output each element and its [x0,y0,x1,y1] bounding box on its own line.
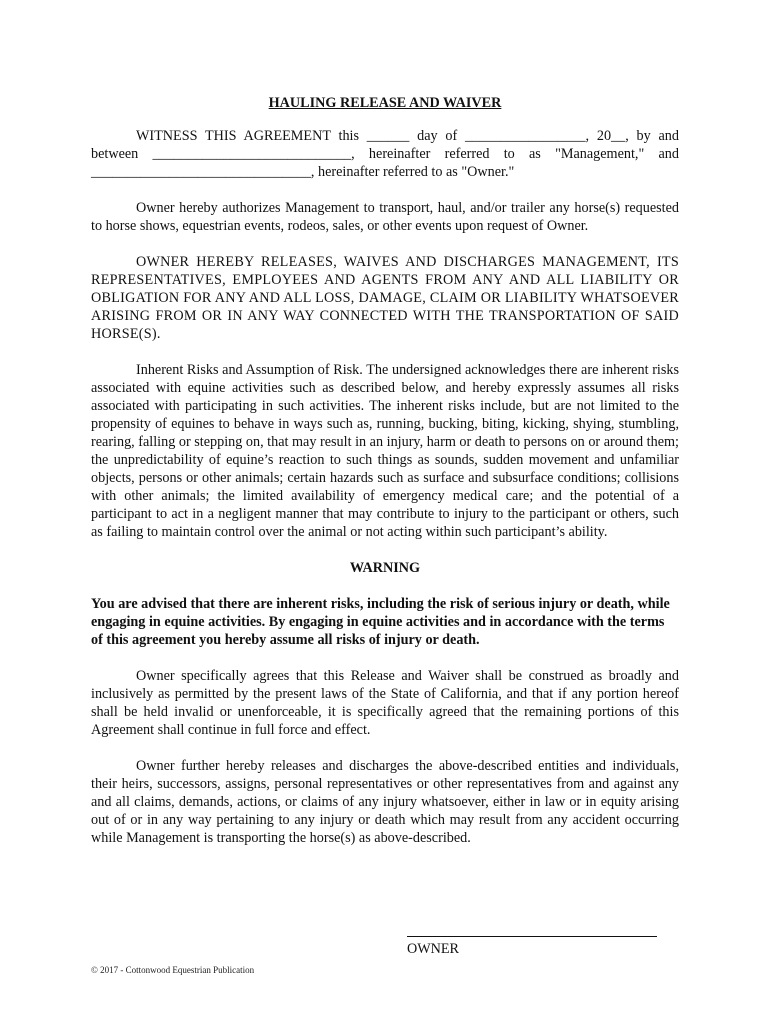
construction-paragraph: Owner specifically agrees that this Release and Waiver shall be construed as broadly and inclusively as permitted by the present laws of the State of California, and that if any portion hereof shall be held invalid or unenforceable, it is specifically agreed that the remaining portions of this Agreement shall continue in full force and effect. [91,668,679,738]
signature-line[interactable] [407,920,657,937]
document-body [91,94,679,865]
release-paragraph: OWNER HEREBY RELEASES, WAIVES AND DISCHARGES MANAGEMENT, ITS REPRESENTATIVES, EMPLOYEES AND AGENTS FROM ANY AND ALL LIABILITY OR OBLIGATION FOR ANY AND ALL LOSS, DAMAGE, CLAIM OR LIABILITY WHATSOEVER ARISING FROM OR IN ANY WAY CONNECTED WITH THE TRANSPORTATION OF SAID HORSE(S). [91,254,679,342]
further-release-paragraph: Owner further hereby releases and discharges the above-described entities and individuals, their heirs, successors, assigns, personal representatives or other representatives from and against any and all claims, demands, actions, or claims of any injury whatsoever, either in law or in equity arising out of or in any way pertaining to any injury or death which may result from any accident occurring while Management is transporting the horse(s) as above-described. [91,758,679,846]
document-title: HAULING RELEASE AND WAIVER [268,95,502,111]
warning-text: You are advised that there are inherent risks, including the risk of serious injury or death, while engaging in equine activities. By engaging in equine activities and in accordance with the terms of this agreement you hereby assume all risks of injury or death. [91,596,670,648]
signature-label: OWNER [407,941,460,957]
footer-copyright: © 2017 - Cottonwood Equestrian Publication [91,965,255,975]
witness-paragraph: WITNESS THIS AGREEMENT this ______ day of _________________, 20__, by and between ____________________________, hereinafter referred to as "Management," and _______________________________, hereinafter referred to as "Owner." [91,128,679,180]
risks-paragraph: Inherent Risks and Assumption of Risk. The undersigned acknowledges there are inherent risks associated with equine activities such as described below, and hereby expressly assumes all risks associated with participating in such activities. The inherent risks include, but are not limited to the propensity of equines to behave in ways such as, running, bucking, biting, kicking, shying, stumbling, rearing, falling or stepping on, that may result in an injury, harm or death to persons on or around them; the unpredictability of equine’s reaction to such things as sounds, sudden movement and unfamiliar objects, persons or other animals; certain hazards such as surface and subsurface conditions; collisions with other animals; the limited availability of emergency medical care; and the potential of a participant to act in a negligent manner that may contribute to injury to the participant or others, such as failing to maintain control over the animal or not acting within such participant’s ability. [91,362,679,540]
authorization-paragraph: Owner hereby authorizes Management to transport, haul, and/or trailer any horse(s) requested to horse shows, equestrian events, rodeos, sales, or other events upon request of Owner. [91,200,679,234]
signature-block [407,920,659,958]
warning-heading: WARNING [349,560,421,576]
